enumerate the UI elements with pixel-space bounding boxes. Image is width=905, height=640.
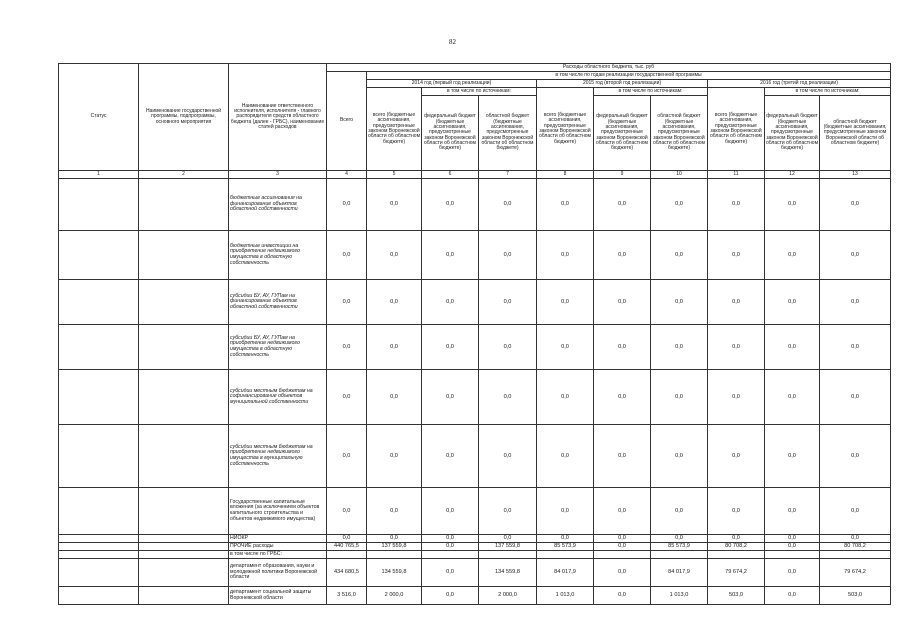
status-cell — [59, 551, 139, 559]
value-cell — [765, 551, 820, 559]
value-cell: 0,0 — [479, 325, 537, 370]
column-number: 10 — [651, 171, 708, 179]
table-row — [59, 425, 891, 488]
column-number: 13 — [820, 171, 891, 179]
value-cell — [537, 551, 594, 559]
value-cell: 134 559,8 — [479, 559, 537, 587]
header-year-2014: 2014 год (первый год реализации) — [367, 80, 537, 88]
value-cell: 0,0 — [422, 179, 479, 231]
header-y2-sources: в том числе по источникам: — [594, 88, 708, 96]
value-cell — [651, 551, 708, 559]
header-total: Всего — [327, 72, 367, 171]
value-cell: 0,0 — [708, 535, 765, 543]
value-cell: 0,0 — [765, 535, 820, 543]
row-label: департамент социальной защиты Воронежской области — [229, 587, 327, 605]
value-cell: 0,0 — [367, 370, 422, 425]
value-cell: 0,0 — [651, 535, 708, 543]
value-cell: 0,0 — [422, 559, 479, 587]
value-cell: 0,0 — [327, 488, 367, 535]
value-cell: 0,0 — [367, 535, 422, 543]
value-cell: 0,0 — [537, 325, 594, 370]
value-cell: 85 573,9 — [651, 543, 708, 551]
program-cell — [139, 370, 229, 425]
row-label: ПРОЧИЕ расходы — [229, 543, 327, 551]
value-cell: 0,0 — [820, 231, 891, 280]
value-cell: 0,0 — [422, 370, 479, 425]
value-cell: 2 000,0 — [367, 587, 422, 605]
value-cell: 0,0 — [327, 425, 367, 488]
header-y3-sources: в том числе по источникам: — [765, 88, 891, 96]
header-y1-regional: областной бюджет (бюджетные ассигнования, предусмотренные законом Воронежской области об областном бюджете) — [479, 96, 537, 171]
header-y1-total: всего (бюджетные ассигнования, предусмотренные законом Воронежской области об областном бюджете) — [367, 88, 422, 171]
column-number: 7 — [479, 171, 537, 179]
table-row — [59, 543, 891, 551]
value-cell: 0,0 — [765, 231, 820, 280]
value-cell: 0,0 — [327, 325, 367, 370]
value-cell: 0,0 — [820, 370, 891, 425]
value-cell: 0,0 — [594, 543, 651, 551]
value-cell: 0,0 — [537, 370, 594, 425]
row-label: субсидии местным бюджетам на приобретение недвижимого имущества в муниципальную собственность — [229, 425, 327, 488]
value-cell: 80 708,2 — [820, 543, 891, 551]
value-cell — [708, 551, 765, 559]
value-cell: 503,0 — [820, 587, 891, 605]
value-cell: 0,0 — [708, 425, 765, 488]
table-row — [59, 370, 891, 425]
status-cell — [59, 425, 139, 488]
value-cell: 0,0 — [820, 425, 891, 488]
value-cell: 0,0 — [765, 280, 820, 325]
value-cell: 0,0 — [765, 488, 820, 535]
value-cell: 0,0 — [327, 280, 367, 325]
row-label: бюджетные инвестиции на приобретение недвижимого имущества в областную собственность — [229, 231, 327, 280]
status-cell — [59, 370, 139, 425]
status-cell — [59, 231, 139, 280]
header-by-years: в том числе по годам реализации государственной программы — [367, 72, 891, 80]
value-cell: 2 000,0 — [479, 587, 537, 605]
value-cell: 0,0 — [594, 370, 651, 425]
column-number: 4 — [327, 171, 367, 179]
program-cell — [139, 551, 229, 559]
program-cell — [139, 179, 229, 231]
column-number: 9 — [594, 171, 651, 179]
value-cell: 1 013,0 — [651, 587, 708, 605]
value-cell: 0,0 — [651, 370, 708, 425]
program-cell — [139, 425, 229, 488]
value-cell: 0,0 — [594, 425, 651, 488]
program-cell — [139, 559, 229, 587]
value-cell: 0,0 — [479, 370, 537, 425]
value-cell: 84 017,9 — [651, 559, 708, 587]
header-year-2015: 2015 год (второй год реализации) — [537, 80, 708, 88]
value-cell: 0,0 — [422, 535, 479, 543]
table-row — [59, 551, 891, 559]
value-cell: 0,0 — [708, 179, 765, 231]
header-y3-regional: областной бюджет (бюджетные ассигнования, предусмотренные законом Воронежской области об областном бюджете) — [820, 96, 891, 171]
value-cell: 0,0 — [422, 543, 479, 551]
header-y1-sources: в том числе по источникам: — [422, 88, 537, 96]
status-cell — [59, 280, 139, 325]
value-cell: 0,0 — [537, 231, 594, 280]
status-cell — [59, 535, 139, 543]
value-cell: 0,0 — [708, 231, 765, 280]
row-label: субсидии БУ, АУ, ГУПам на приобретение недвижимого имущества в областную собственность — [229, 325, 327, 370]
value-cell: 0,0 — [765, 559, 820, 587]
value-cell: 0,0 — [820, 488, 891, 535]
value-cell: 0,0 — [422, 587, 479, 605]
status-cell — [59, 587, 139, 605]
value-cell — [820, 551, 891, 559]
value-cell: 0,0 — [479, 488, 537, 535]
value-cell: 0,0 — [479, 425, 537, 488]
row-label: субсидии местным бюджетам на софинансирование объектов муниципальной собственности — [229, 370, 327, 425]
value-cell: 0,0 — [594, 179, 651, 231]
program-cell — [139, 488, 229, 535]
program-cell — [139, 535, 229, 543]
value-cell: 434 680,5 — [327, 559, 367, 587]
program-cell — [139, 587, 229, 605]
value-cell: 80 708,2 — [708, 543, 765, 551]
column-number: 3 — [229, 171, 327, 179]
header-y1-federal: федеральный бюджет (бюджетные ассигнования, предусмотренные законом Воронежской области об областном бюджете) — [422, 96, 479, 171]
value-cell: 85 573,9 — [537, 543, 594, 551]
value-cell: 0,0 — [367, 179, 422, 231]
value-cell: 0,0 — [765, 587, 820, 605]
table-row — [59, 179, 891, 231]
column-number: 12 — [765, 171, 820, 179]
status-cell — [59, 559, 139, 587]
header-y3-federal: федеральный бюджет (бюджетные ассигнования, предусмотренные законом Воронежской области об областном бюджете) — [765, 96, 820, 171]
value-cell — [479, 551, 537, 559]
table-row — [59, 535, 891, 543]
row-label: субсидии БУ, АУ, ГУПам на финансирование объектов областной собственности — [229, 280, 327, 325]
value-cell: 0,0 — [594, 535, 651, 543]
table-row — [59, 587, 891, 605]
value-cell: 0,0 — [765, 370, 820, 425]
program-cell — [139, 231, 229, 280]
value-cell: 84 017,9 — [537, 559, 594, 587]
value-cell: 0,0 — [820, 535, 891, 543]
value-cell: 503,0 — [708, 587, 765, 605]
value-cell: 0,0 — [651, 425, 708, 488]
value-cell: 0,0 — [765, 543, 820, 551]
header-program: Наименование государственной программы, подпрограммы, основного мероприятия — [139, 64, 229, 171]
value-cell: 0,0 — [820, 179, 891, 231]
value-cell: 137 559,8 — [479, 543, 537, 551]
value-cell — [594, 551, 651, 559]
value-cell: 0,0 — [594, 587, 651, 605]
value-cell: 3 516,0 — [327, 587, 367, 605]
value-cell: 0,0 — [651, 325, 708, 370]
header-y2-federal: федеральный бюджет (бюджетные ассигнования, предусмотренные законом Воронежской области об областном бюджете) — [594, 96, 651, 171]
value-cell: 0,0 — [537, 280, 594, 325]
value-cell: 0,0 — [537, 535, 594, 543]
row-label: Государственные капитальные вложения (за исключением объектов капитального строительства и объектов недвижимого имущества) — [229, 488, 327, 535]
value-cell: 1 013,0 — [537, 587, 594, 605]
value-cell: 0,0 — [367, 231, 422, 280]
value-cell: 0,0 — [594, 488, 651, 535]
status-cell — [59, 325, 139, 370]
header-expenses: Расходы областного бюджета, тыс. руб — [327, 64, 891, 72]
program-cell — [139, 543, 229, 551]
value-cell — [367, 551, 422, 559]
value-cell: 134 559,8 — [367, 559, 422, 587]
column-number: 8 — [537, 171, 594, 179]
value-cell: 0,0 — [594, 231, 651, 280]
header-year-2016: 2016 год (третий год реализации) — [708, 80, 891, 88]
value-cell: 0,0 — [479, 179, 537, 231]
value-cell: 0,0 — [651, 488, 708, 535]
header-executor: Наименование ответственного исполнителя, исполнителя - главного распорядителя средств областного бюджета (далее - ГРБС), наименование статей расходов — [229, 64, 327, 171]
column-number: 5 — [367, 171, 422, 179]
value-cell: 0,0 — [708, 280, 765, 325]
value-cell: 0,0 — [708, 370, 765, 425]
row-label: департамент образования, науки и молодежной политики Воронежской области — [229, 559, 327, 587]
table-row — [59, 559, 891, 587]
value-cell: 0,0 — [765, 425, 820, 488]
column-number: 1 — [59, 171, 139, 179]
value-cell: 0,0 — [537, 488, 594, 535]
value-cell: 0,0 — [820, 280, 891, 325]
value-cell: 0,0 — [367, 425, 422, 488]
value-cell: 0,0 — [594, 280, 651, 325]
header-y2-regional: областной бюджет (бюджетные ассигнования, предусмотренные законом Воронежской области об областном бюджете) — [651, 96, 708, 171]
column-number: 6 — [422, 171, 479, 179]
value-cell — [327, 551, 367, 559]
program-cell — [139, 280, 229, 325]
column-numbers-row — [59, 171, 891, 179]
value-cell: 0,0 — [479, 535, 537, 543]
table-row — [59, 488, 891, 535]
value-cell: 137 559,8 — [367, 543, 422, 551]
header-y2-total: всего (бюджетные ассигнования, предусмотренные законом Воронежской области об областном бюджете) — [537, 88, 594, 171]
table-row — [59, 231, 891, 280]
value-cell: 0,0 — [422, 425, 479, 488]
value-cell: 0,0 — [765, 325, 820, 370]
value-cell: 0,0 — [651, 280, 708, 325]
value-cell: 0,0 — [537, 425, 594, 488]
value-cell: 0,0 — [422, 231, 479, 280]
table-row — [59, 325, 891, 370]
value-cell: 0,0 — [765, 179, 820, 231]
header-status: Статус — [59, 64, 139, 171]
value-cell — [422, 551, 479, 559]
value-cell: 440 765,5 — [327, 543, 367, 551]
value-cell: 0,0 — [367, 280, 422, 325]
value-cell: 0,0 — [820, 325, 891, 370]
value-cell: 79 674,2 — [820, 559, 891, 587]
value-cell: 0,0 — [708, 488, 765, 535]
value-cell: 0,0 — [327, 231, 367, 280]
value-cell: 0,0 — [422, 280, 479, 325]
header-y3-total: всего (бюджетные ассигнования, предусмотренные законом Воронежской области об областном бюджете) — [708, 88, 765, 171]
value-cell: 0,0 — [537, 179, 594, 231]
value-cell: 0,0 — [422, 325, 479, 370]
status-cell — [59, 179, 139, 231]
value-cell: 0,0 — [367, 325, 422, 370]
budget-table — [58, 63, 891, 605]
status-cell — [59, 543, 139, 551]
row-label: НИОКР — [229, 535, 327, 543]
row-label: в том числе по ГРБС: — [229, 551, 327, 559]
table-row — [59, 280, 891, 325]
value-cell: 0,0 — [327, 535, 367, 543]
column-number: 2 — [139, 171, 229, 179]
value-cell: 0,0 — [594, 559, 651, 587]
value-cell: 0,0 — [479, 280, 537, 325]
value-cell: 0,0 — [651, 231, 708, 280]
value-cell: 0,0 — [708, 325, 765, 370]
column-number: 11 — [708, 171, 765, 179]
value-cell: 0,0 — [367, 488, 422, 535]
value-cell: 0,0 — [422, 488, 479, 535]
status-cell — [59, 488, 139, 535]
program-cell — [139, 325, 229, 370]
value-cell: 0,0 — [327, 179, 367, 231]
value-cell: 0,0 — [594, 325, 651, 370]
page-number: 82 — [449, 38, 456, 46]
value-cell: 0,0 — [327, 370, 367, 425]
value-cell: 0,0 — [479, 231, 537, 280]
value-cell: 0,0 — [651, 179, 708, 231]
row-label: бюджетные ассигнования на финансирование объектов областной собственности — [229, 179, 327, 231]
value-cell: 79 674,2 — [708, 559, 765, 587]
